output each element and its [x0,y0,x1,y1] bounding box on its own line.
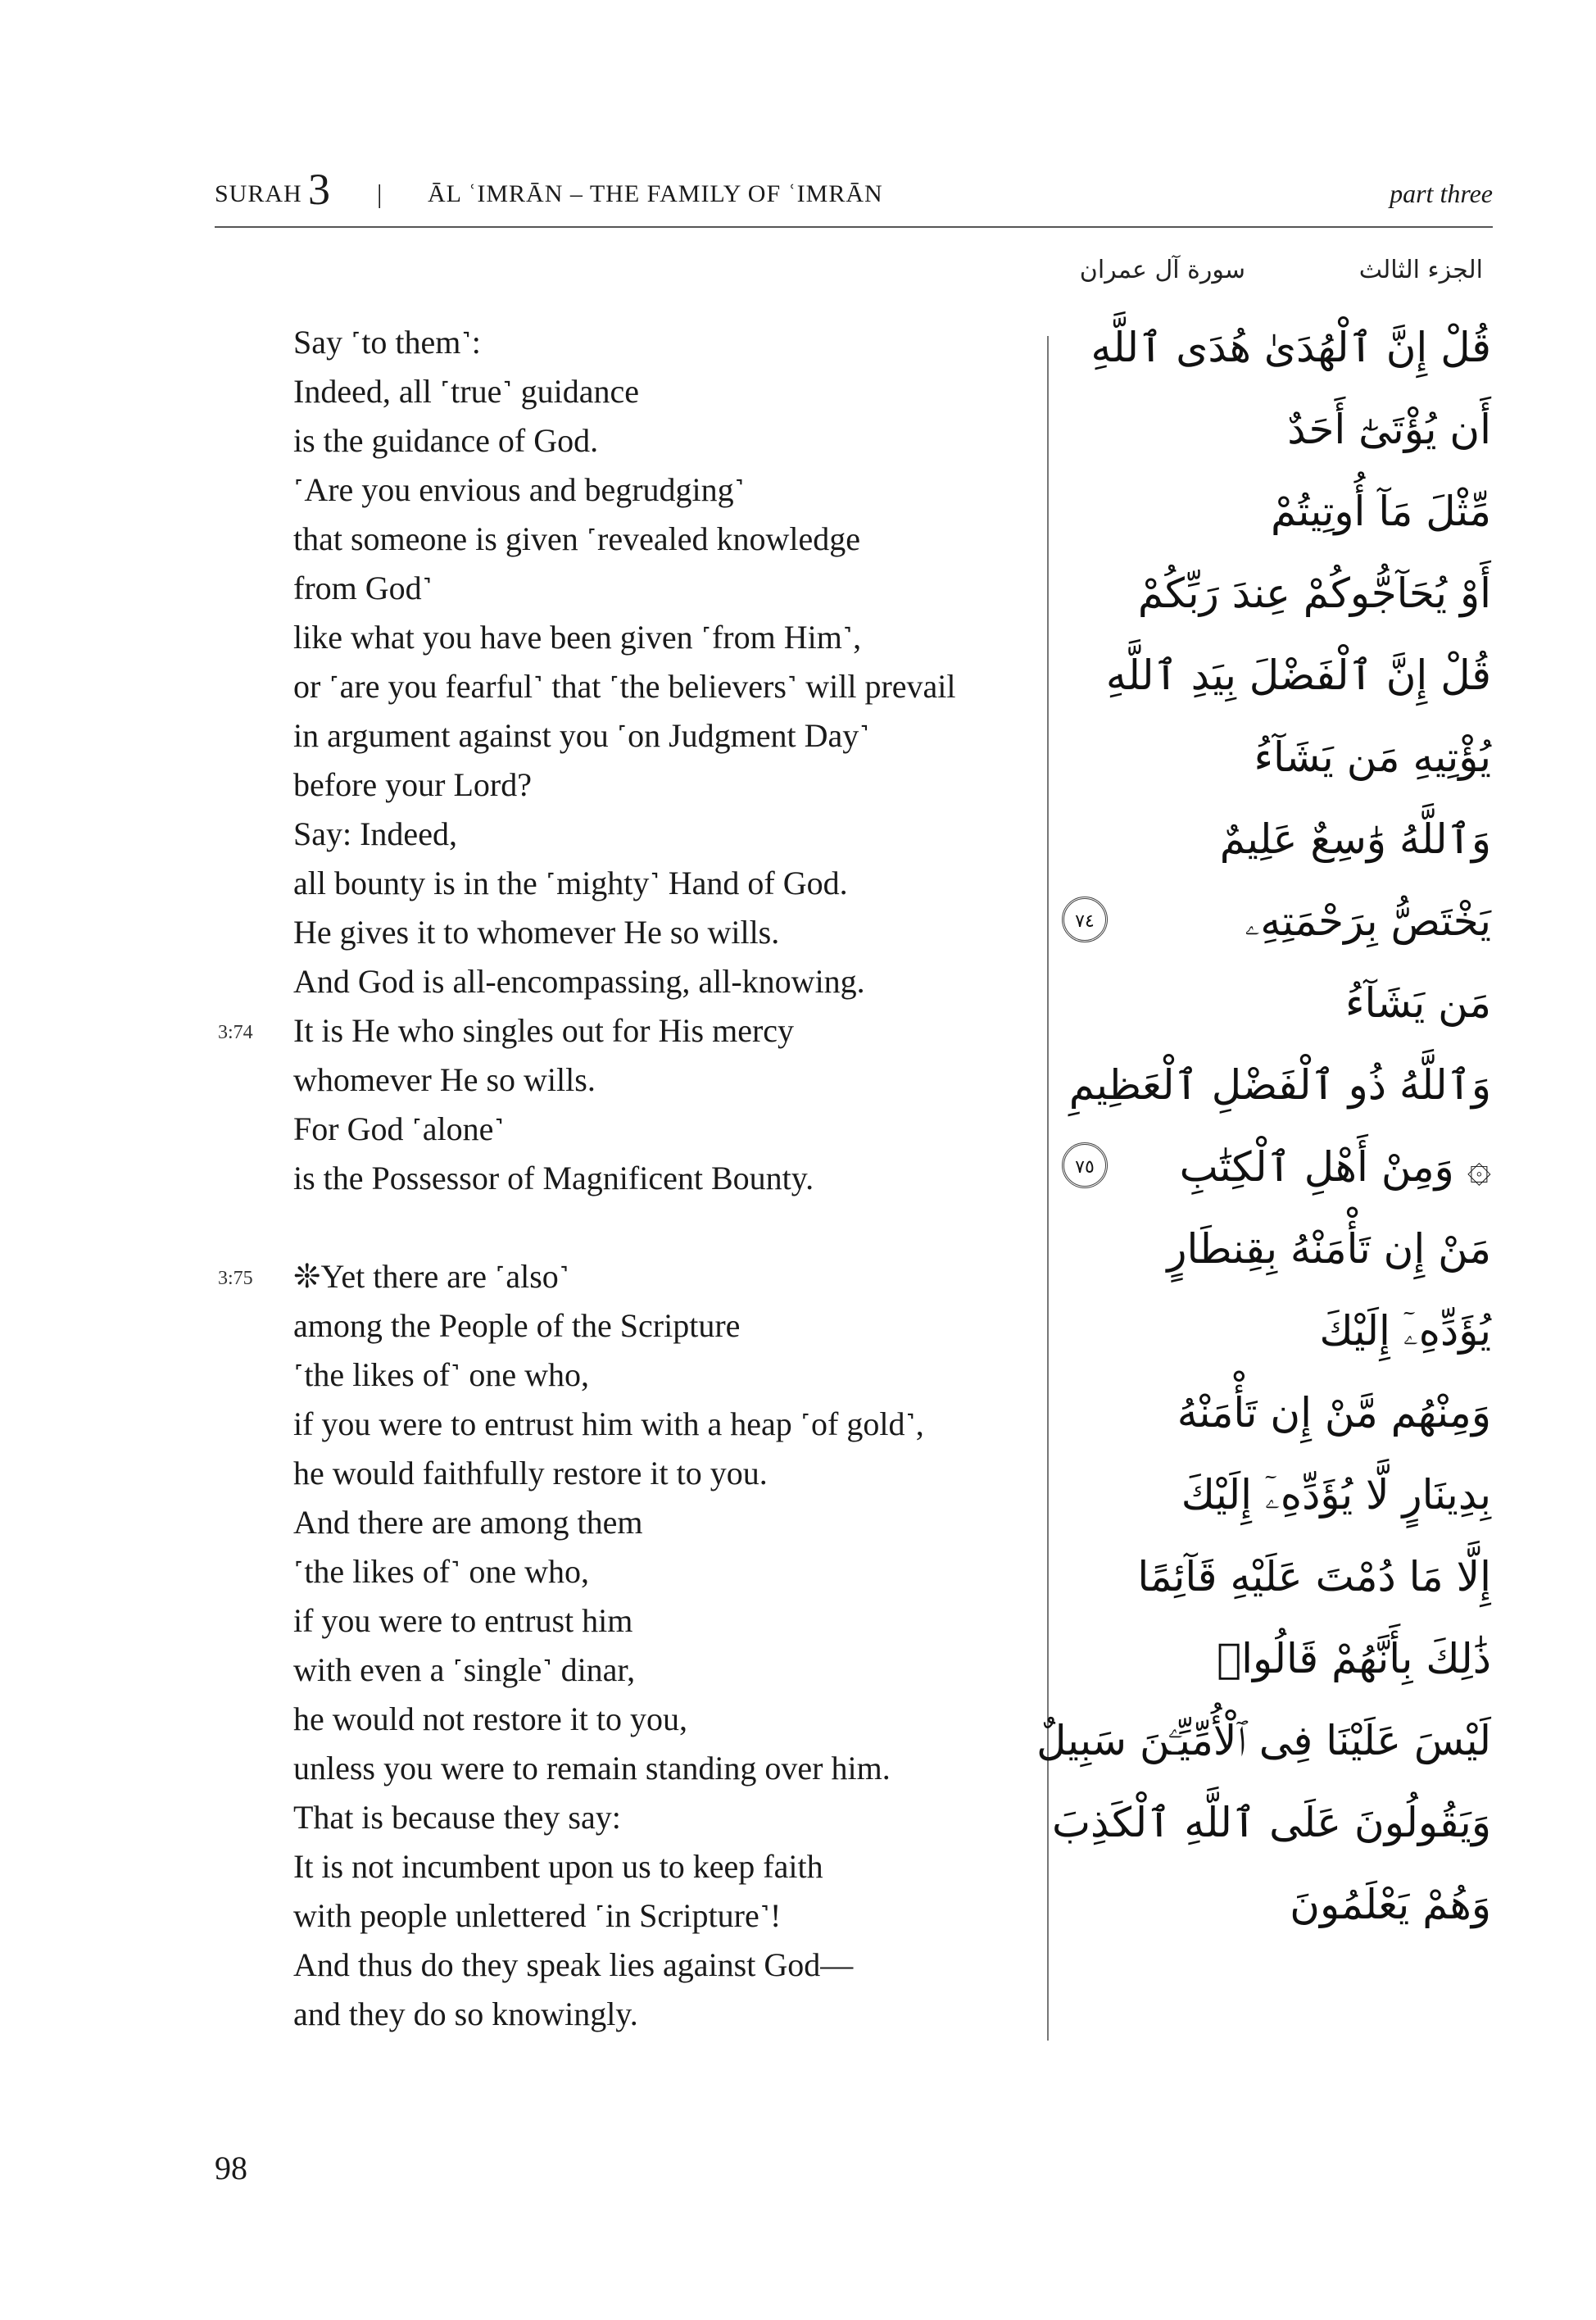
surah-label: SURAH [215,180,302,207]
english-line: he would not restore it to you, [293,1700,688,1737]
arabic-line: يُؤَدِّهِۦٓ إِلَيْكَ [1319,1307,1491,1355]
english-line: is the guidance of God. [293,422,599,459]
arabic-line: مَن يَشَآءُ [1344,979,1491,1027]
arabic-header [1073,256,1483,297]
verse-marker-75: ٧٥ [1062,1142,1108,1188]
english-line: Say: Indeed, [293,815,457,852]
english-line-text: ❊Yet there are ˹also˺ [293,1258,570,1295]
header-rule [215,226,1493,228]
english-line: with people unlettered ˹in Scripture˺! [293,1897,782,1934]
arabic-line-text: يَخْتَصُّ بِرَحْمَتِهِۦ [1245,897,1491,945]
english-line: And thus do they speak lies against God— [293,1946,854,1983]
part-label: part three [1390,179,1493,208]
english-line: And God is all-encompassing, all-knowing. [293,963,865,1000]
english-line-text: It is He who singles out for His mercy [293,1012,795,1049]
english-line: is the Possessor of Magnificent Bounty. [293,1160,814,1196]
arabic-line: قُلْ إِنَّ ٱلْفَضْلَ بِيَدِ ٱللَّهِ [1105,652,1491,699]
english-line: That is because they say: [293,1799,621,1836]
arabic-line: قُلْ إِنَّ ٱلْهُدَىٰ هُدَى ٱللَّهِ [1090,324,1491,371]
english-line: For God ˹alone˺ [293,1110,505,1147]
english-line: from God˺ [293,570,433,606]
arabic-line: يُؤْتِيهِ مَن يَشَآءُ [1254,733,1491,781]
english-line: Indeed, all ˹true˺ guidance [293,373,640,410]
english-line: that someone is given ˹revealed knowledge [293,520,860,557]
english-line: among the People of the Scripture [293,1307,741,1344]
english-line: It is not incumbent upon us to keep faith [293,1848,823,1885]
english-line: or ˹are you fearful˺ that ˹the believers˺ will prevail [293,668,956,705]
stanza-gap [293,1203,1031,1252]
english-line: whomever He so wills. [293,1061,596,1098]
verse-number-75: 3:75 [218,1268,253,1289]
running-head [215,165,1493,216]
page-number: 98 [215,2150,247,2186]
english-line: unless you were to remain standing over him. [293,1750,891,1787]
english-line: like what you have been given ˹from Him˺, [293,619,862,656]
english-line: ˹Are you envious and begrudging˺ [293,471,745,508]
english-line: He gives it to whomever He so wills. [293,914,780,951]
english-line: with even a ˹single˺ dinar, [293,1651,636,1688]
surah-number: 3 [308,165,331,214]
arabic-juz-label: الجزء الثالث [1358,256,1483,284]
english-line: if you were to entrust him with a heap ˹of gold˺, [293,1405,924,1442]
arabic-line: أَوْ يُحَآجُّوكُمْ عِندَ رَبِّكُمْ [1137,570,1491,617]
header-separator: | [377,179,383,208]
english-line: he would faithfully restore it to you. [293,1455,768,1491]
arabic-line: وَٱللَّهُ وَٰسِعٌ عَلِيمٌ [1219,815,1491,863]
english-line: if you were to entrust him [293,1602,633,1639]
arabic-surah-label: سورة آل عمران [1079,256,1245,284]
verse-marker-74: ٧٤ [1062,897,1108,942]
verse-number-74: 3:74 [218,1022,253,1043]
english-line: and they do so knowingly. [293,1995,638,2032]
arabic-line: مَنْ إِن تَأْمَنْهُ بِقِنطَارٍ [1167,1225,1491,1273]
english-line: ˹the likes of˺ one who, [293,1356,590,1393]
arabic-line: وَٱللَّهُ ذُو ٱلْفَضْلِ ٱلْعَظِيمِ [1068,1061,1491,1109]
arabic-line: مِّثْلَ مَآ أُوتِيتُمْ [1271,488,1491,535]
arabic-verse-line [1065,885,1491,967]
arabic-verse-line [1065,1131,1491,1213]
arabic-line: ذَٰلِكَ بِأَنَّهُمْ قَالُوا۟ [1217,1635,1491,1682]
arabic-line: إِلَّا مَا دُمْتَ عَلَيْهِ قَآئِمًا [1137,1553,1491,1600]
arabic-line: أَن يُؤْتَىٰٓ أَحَدٌ [1287,406,1491,453]
arabic-line: بِدِينَارٍ لَّا يُؤَدِّهِۦٓ إِلَيْكَ [1181,1471,1491,1519]
english-line: Say ˹to them˺: [293,324,481,361]
verse-start-line [218,1006,1031,1056]
english-line: And there are among them [293,1504,643,1541]
column-divider [1047,336,1049,2041]
arabic-line: وَيَقُولُونَ عَلَى ٱللَّهِ ٱلْكَذِبَ [1051,1799,1491,1846]
english-line: before your Lord? [293,766,532,803]
arabic-line: وَهُمْ يَعْلَمُونَ [1290,1881,1491,1928]
verse-start-line [218,1252,1031,1301]
arabic-line: لَيْسَ عَلَيْنَا فِى ٱلْأُمِّيِّـۧنَ سَبِيلٌ [1036,1717,1491,1764]
surah-title: ĀL ʿIMRĀN – THE FAMILY OF ʿIMRĀN [428,180,883,207]
english-line: ˹the likes of˺ one who, [293,1553,590,1590]
arabic-line-text: ۞ وَمِنْ أَهْلِ ٱلْكِتَٰبِ [1179,1143,1491,1191]
arabic-line: وَمِنْهُم مَّنْ إِن تَأْمَنْهُ [1177,1389,1491,1437]
arabic-text [1036,311,1491,1950]
english-line: in argument against you ˹on Judgment Day˺ [293,717,870,754]
english-translation [218,318,1031,2039]
english-line: all bounty is in the ˹mighty˺ Hand of God. [293,865,848,901]
